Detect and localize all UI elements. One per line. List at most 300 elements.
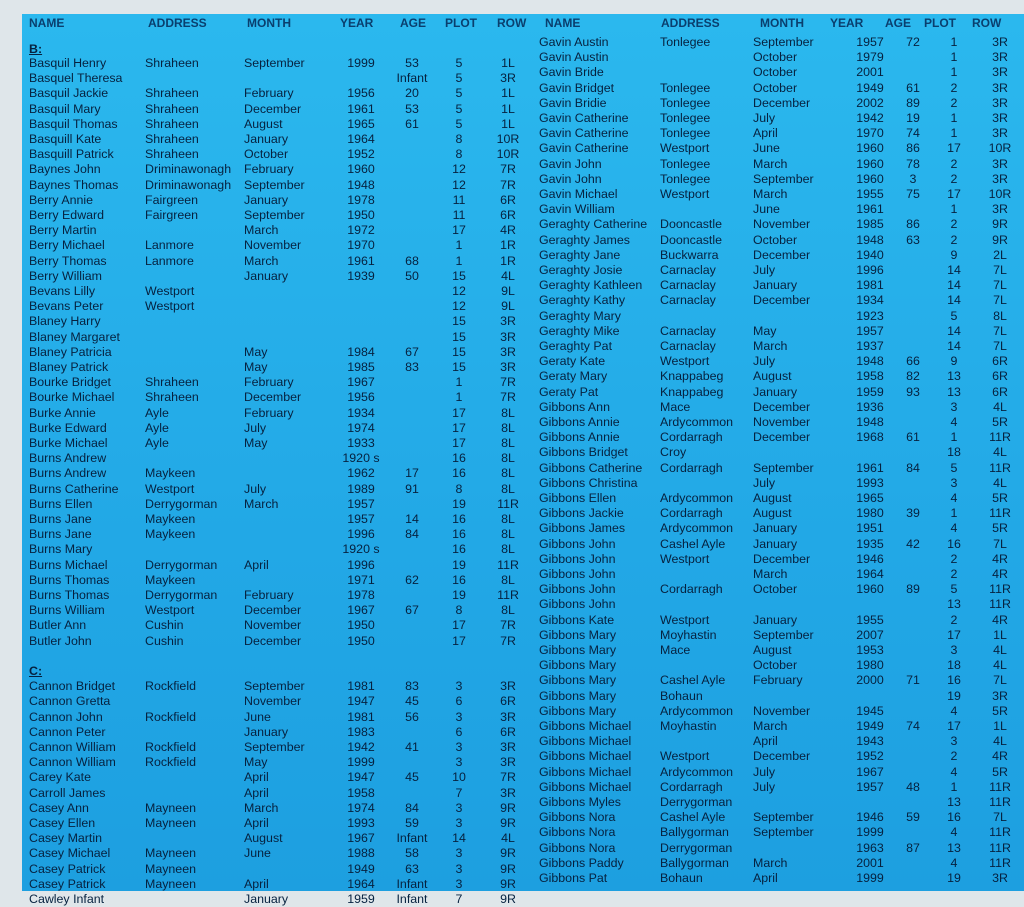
- right-cell-name: Gibbons Michael: [539, 734, 632, 749]
- left-table-row: [22, 877, 535, 892]
- right-cell-row: 11R: [989, 430, 1011, 445]
- right-cell-year: 1980: [856, 658, 884, 673]
- right-cell-address: Cordarragh: [660, 430, 723, 445]
- right-cell-address: Dooncastle: [660, 232, 722, 247]
- right-cell-address: Cashel Ayle: [660, 810, 726, 825]
- left-cell-name: Blaney Harry: [29, 314, 101, 329]
- left-cell-name: Butler Ann: [29, 618, 87, 633]
- right-cell-year: 1955: [856, 187, 884, 201]
- left-cell-name: Burns Thomas: [29, 572, 110, 587]
- left-cell-year: 1961: [347, 253, 375, 268]
- right-cell-row: 9R: [992, 217, 1008, 232]
- right-cell-row: 3R: [992, 171, 1008, 186]
- right-cell-age: 74: [906, 126, 920, 141]
- left-cell-plot: 19: [452, 588, 466, 602]
- left-cell-year: 1947: [347, 770, 375, 785]
- left-table-row: [22, 375, 535, 390]
- right-cell-plot: 5: [950, 582, 958, 597]
- right-cell-address: Knappabeg: [660, 369, 724, 384]
- right-cell-name: Gibbons Kate: [539, 612, 615, 627]
- right-cell-month: November: [753, 415, 811, 429]
- left-cell-name: Burns Michael: [29, 557, 108, 572]
- left-table-row: [22, 892, 535, 907]
- right-cell-name: Gibbons Nora: [539, 810, 616, 825]
- right-cell-month: March: [753, 339, 788, 353]
- right-cell-plot: 4: [950, 855, 958, 870]
- left-cell-row: 3R: [500, 679, 516, 694]
- left-cell-plot: 1: [455, 390, 463, 405]
- right-table-row: [535, 172, 1024, 187]
- left-table-row: [22, 71, 535, 86]
- right-cell-address: Carnaclay: [660, 278, 716, 293]
- left-cell-month: January: [244, 268, 289, 283]
- right-cell-plot: 9: [950, 354, 958, 369]
- left-cell-name: Burns Jane: [29, 512, 92, 526]
- right-cell-name: Gibbons Mary: [539, 658, 617, 673]
- right-cell-year: 1957: [856, 779, 884, 794]
- right-cell-name: Gibbons John: [539, 536, 616, 551]
- right-cell-row: 7L: [993, 536, 1007, 551]
- right-cell-month: October: [753, 50, 798, 65]
- right-cell-address: Tonlegee: [660, 95, 711, 110]
- right-cell-name: Gavin Bride: [539, 65, 604, 80]
- right-cell-year: 1999: [856, 825, 884, 840]
- right-cell-month: January: [753, 612, 798, 627]
- left-cell-address: Cushin: [145, 633, 184, 648]
- right-cell-month: September: [753, 460, 814, 475]
- left-cell-row: 9R: [500, 800, 516, 815]
- right-table-row: [535, 749, 1024, 764]
- right-cell-month: March: [753, 719, 788, 733]
- right-cell-year: 1993: [856, 475, 884, 490]
- left-cell-name: Basquill Kate: [29, 132, 102, 146]
- left-cell-plot: 5: [455, 71, 463, 86]
- right-cell-name: Gibbons John: [539, 567, 616, 581]
- right-cell-month: June: [753, 202, 780, 217]
- left-table-row: [22, 86, 535, 101]
- right-cell-year: 1946: [856, 810, 884, 825]
- left-cell-plot: 19: [452, 557, 466, 572]
- left-cell-month: January: [244, 192, 289, 207]
- left-table-row: [22, 360, 535, 375]
- right-cell-plot: 13: [947, 369, 961, 384]
- right-table-row: [535, 430, 1024, 445]
- left-cell-plot: 3: [455, 861, 463, 876]
- left-cell-row: 3R: [500, 314, 516, 329]
- left-cell-year: 1985: [347, 360, 375, 374]
- left-table-row: [22, 649, 535, 664]
- right-cell-address: Cashel Ayle: [660, 536, 726, 551]
- left-cell-year: 1949: [347, 861, 375, 876]
- right-cell-address: Moyhastin: [660, 627, 717, 642]
- right-cell-month: December: [753, 551, 811, 566]
- left-cell-name: Cannon William: [29, 740, 116, 754]
- left-table-row: [22, 117, 535, 132]
- right-cell-row: 4R: [992, 567, 1008, 581]
- left-table-row: [22, 193, 535, 208]
- right-cell-year: 1940: [856, 247, 884, 262]
- left-cell-address: Mayneen: [145, 816, 196, 830]
- right-cell-year: 1965: [856, 491, 884, 505]
- right-cell-row: 11R: [989, 840, 1011, 855]
- left-cell-plot: 1: [455, 375, 463, 390]
- right-cell-address: Cashel Ayle: [660, 673, 726, 688]
- right-header-name: NAME: [545, 16, 581, 30]
- right-cell-year: 1967: [856, 764, 884, 779]
- left-cell-address: Shraheen: [145, 147, 199, 162]
- right-table-row: [535, 597, 1024, 612]
- left-cell-name: Casey Patrick: [29, 861, 106, 876]
- left-cell-row: 1R: [500, 253, 516, 268]
- left-cell-plot: 12: [452, 162, 466, 177]
- left-cell-address: Ayle: [145, 420, 169, 435]
- left-cell-row: 3R: [500, 329, 516, 344]
- right-table-row: [535, 385, 1024, 400]
- left-cell-year: 1952: [347, 147, 375, 162]
- right-cell-name: Gavin John: [539, 156, 602, 171]
- right-table-row: [535, 35, 1024, 50]
- right-table-row: [535, 461, 1024, 476]
- right-cell-month: October: [753, 232, 798, 247]
- right-cell-name: Gibbons Ellen: [539, 491, 617, 505]
- left-cell-row: 4R: [500, 223, 516, 238]
- right-cell-name: Gibbons Mary: [539, 703, 617, 718]
- left-cell-month: April: [244, 557, 269, 572]
- left-cell-row: 1L: [501, 86, 515, 101]
- right-cell-address: Ballygorman: [660, 855, 729, 870]
- right-cell-row: 11R: [989, 506, 1011, 521]
- left-table-row: [22, 314, 535, 329]
- right-cell-name: Gibbons Michael: [539, 764, 632, 779]
- right-cell-row: 4R: [992, 749, 1008, 764]
- right-cell-age: 74: [906, 719, 920, 733]
- left-cell-row: 8L: [501, 481, 515, 496]
- right-cell-row: 3R: [992, 65, 1008, 80]
- left-table-row: [22, 436, 535, 451]
- left-cell-row: 7R: [500, 633, 516, 648]
- left-cell-name: Berry Martin: [29, 223, 97, 238]
- right-cell-address: Ardycommon: [660, 703, 733, 718]
- left-cell-month: March: [244, 800, 279, 815]
- left-cell-row: 8L: [501, 603, 515, 618]
- right-cell-address: Knappabeg: [660, 384, 724, 399]
- left-cell-month: February: [244, 86, 294, 101]
- left-table-row: [22, 588, 535, 603]
- right-cell-plot: 5: [950, 460, 958, 475]
- right-cell-month: December: [753, 293, 811, 308]
- left-cell-address: Rockfield: [145, 740, 196, 754]
- left-cell-month: May: [244, 360, 268, 374]
- right-cell-plot: 1: [950, 126, 958, 141]
- right-cell-age: 75: [906, 187, 920, 201]
- left-cell-row: 6R: [500, 694, 516, 709]
- left-cell-plot: 17: [452, 223, 466, 238]
- right-cell-name: Gibbons Paddy: [539, 855, 624, 870]
- right-cell-year: 1948: [856, 415, 884, 429]
- right-table-row: [535, 673, 1024, 688]
- right-cell-month: October: [753, 65, 798, 80]
- left-cell-address: Driminawonagh: [145, 177, 232, 192]
- left-cell-year: 1965: [347, 116, 375, 131]
- left-cell-month: September: [244, 679, 305, 694]
- left-table-row: [22, 512, 535, 527]
- left-cell-name: Burns Catherine: [29, 481, 119, 496]
- right-cell-address: Westport: [660, 354, 710, 369]
- left-cell-name: Burns William: [29, 603, 105, 618]
- left-cell-name: Burns Thomas: [29, 588, 110, 602]
- right-cell-age: 82: [906, 369, 920, 384]
- left-cell-name: Burns Jane: [29, 527, 92, 542]
- right-cell-plot: 2: [950, 612, 958, 627]
- right-cell-month: August: [753, 491, 792, 505]
- left-cell-year: 1950: [347, 633, 375, 648]
- left-cell-plot: 15: [452, 344, 466, 359]
- right-table-row: [535, 233, 1024, 248]
- right-cell-age: 72: [906, 35, 920, 49]
- left-cell-month: November: [244, 238, 302, 253]
- right-cell-age: 87: [906, 840, 920, 855]
- left-header-plot: PLOT: [445, 16, 477, 30]
- left-cell-name: Cannon William: [29, 755, 116, 770]
- left-cell-age: 63: [405, 861, 419, 876]
- right-cell-age: 93: [906, 384, 920, 399]
- right-cell-row: 4R: [992, 551, 1008, 566]
- right-cell-address: Mace: [660, 399, 691, 414]
- left-cell-age: 14: [405, 512, 419, 526]
- right-table-row: [535, 50, 1024, 65]
- right-table-row: [535, 506, 1024, 521]
- left-table-row: [22, 102, 535, 117]
- left-cell-plot: 5: [455, 86, 463, 101]
- left-cell-row: 3R: [500, 360, 516, 374]
- left-table-row: [22, 694, 535, 709]
- right-cell-month: July: [753, 263, 776, 277]
- right-cell-age: 86: [906, 217, 920, 232]
- right-cell-year: 1946: [856, 551, 884, 566]
- left-cell-plot: 16: [452, 572, 466, 587]
- right-cell-year: 1959: [856, 384, 884, 399]
- left-cell-name: Basquil Mary: [29, 101, 101, 116]
- left-cell-age: Infant: [396, 892, 428, 906]
- right-cell-month: March: [753, 855, 788, 870]
- left-cell-age: 61: [405, 116, 419, 131]
- left-header-age: AGE: [400, 16, 427, 30]
- left-cell-name: Berry Edward: [29, 208, 105, 222]
- left-cell-age: 53: [405, 101, 419, 116]
- left-cell-row: 8L: [501, 436, 515, 450]
- left-cell-year: 1947: [347, 694, 375, 709]
- right-cell-name: Gibbons Nora: [539, 825, 616, 840]
- right-cell-year: 1943: [856, 734, 884, 749]
- left-cell-plot: 3: [455, 816, 463, 830]
- left-table-row: [22, 147, 535, 162]
- right-cell-plot: 2: [950, 567, 958, 581]
- left-cell-row: 9L: [501, 299, 515, 314]
- right-table-row: [535, 780, 1024, 795]
- left-cell-row: 11R: [497, 588, 519, 602]
- right-cell-year: 1981: [856, 278, 884, 293]
- right-cell-address: Mace: [660, 643, 691, 657]
- right-cell-row: 3R: [992, 126, 1008, 141]
- left-cell-year: 1958: [347, 785, 375, 800]
- right-cell-plot: 18: [947, 658, 961, 673]
- right-cell-plot: 3: [950, 399, 958, 414]
- left-table-row: [22, 390, 535, 405]
- right-cell-age: 78: [906, 156, 920, 171]
- right-cell-year: 1951: [856, 521, 884, 536]
- left-cell-address: Shraheen: [145, 101, 199, 116]
- right-table-row: [535, 841, 1024, 856]
- right-table-row: [535, 521, 1024, 536]
- right-cell-year: 1949: [856, 719, 884, 733]
- left-cell-age: 50: [405, 268, 419, 283]
- left-cell-plot: 11: [452, 208, 466, 222]
- right-cell-month: September: [753, 825, 814, 840]
- left-cell-year: 1981: [347, 709, 375, 724]
- left-cell-name: Bevans Lilly: [29, 284, 96, 298]
- left-cell-row: 3R: [500, 785, 516, 800]
- left-cell-month: May: [244, 755, 268, 770]
- left-cell-year: 1983: [347, 724, 375, 739]
- left-cell-plot: 3: [455, 740, 463, 754]
- right-cell-name: Geraty Mary: [539, 369, 608, 384]
- right-cell-name: Gibbons John: [539, 582, 616, 597]
- right-cell-year: 1937: [856, 339, 884, 353]
- left-table-row: [22, 740, 535, 755]
- right-cell-age: 39: [906, 506, 920, 521]
- right-cell-name: Gavin John: [539, 171, 602, 186]
- left-cell-address: Maykeen: [145, 527, 196, 542]
- left-cell-month: September: [244, 56, 305, 70]
- right-table-row: [535, 369, 1024, 384]
- left-cell-name: Berry Michael: [29, 238, 105, 253]
- left-cell-month: August: [244, 116, 283, 131]
- right-cell-address: Tonlegee: [660, 35, 711, 49]
- left-cell-year: 1967: [347, 375, 375, 390]
- right-cell-name: Gavin Bridget: [539, 80, 615, 95]
- right-cell-row: 5R: [992, 491, 1008, 505]
- left-cell-month: November: [244, 618, 302, 633]
- right-cell-year: 1945: [856, 703, 884, 718]
- left-cell-plot: 17: [452, 420, 466, 435]
- right-cell-year: 1936: [856, 399, 884, 414]
- left-cell-row: 10R: [496, 147, 520, 162]
- right-cell-row: 5R: [992, 415, 1008, 429]
- left-table-row: [22, 269, 535, 284]
- left-cell-plot: 17: [452, 618, 466, 633]
- right-cell-name: Gibbons Mary: [539, 688, 617, 703]
- left-cell-plot: 14: [452, 831, 466, 846]
- left-cell-address: Westport: [145, 299, 195, 314]
- left-cell-age: 67: [405, 344, 419, 359]
- left-cell-month: March: [244, 496, 279, 511]
- left-cell-row: 9R: [500, 861, 516, 876]
- left-table-row: [22, 162, 535, 177]
- left-cell-plot: 16: [452, 527, 466, 542]
- right-table-row: [535, 81, 1024, 96]
- right-cell-plot: 14: [947, 339, 961, 353]
- left-cell-name: Burke Edward: [29, 420, 107, 435]
- right-table-row: [535, 643, 1024, 658]
- right-cell-plot: 17: [947, 627, 961, 642]
- left-table-row: [22, 679, 535, 694]
- right-cell-name: Gavin Catherine: [539, 111, 629, 125]
- left-header-month: MONTH: [247, 16, 291, 30]
- right-header-address: ADDRESS: [661, 16, 720, 30]
- left-cell-address: Fairgreen: [145, 192, 199, 207]
- left-cell-name: Basquil Jackie: [29, 86, 109, 101]
- right-cell-plot: 4: [950, 825, 958, 840]
- right-cell-plot: 1: [950, 35, 958, 49]
- right-cell-plot: 4: [950, 491, 958, 505]
- left-table-row: [22, 330, 535, 345]
- right-cell-address: Carnaclay: [660, 339, 716, 353]
- left-cell-address: Shraheen: [145, 86, 199, 101]
- right-table-row: [535, 400, 1024, 415]
- right-cell-year: 1960: [856, 171, 884, 186]
- left-cell-plot: 6: [455, 724, 463, 739]
- left-cell-year: 1999: [347, 755, 375, 770]
- left-cell-address: Shraheen: [145, 116, 199, 131]
- left-table-row: [22, 725, 535, 740]
- left-cell-row: 3R: [500, 71, 516, 86]
- left-cell-address: Rockfield: [145, 755, 196, 770]
- left-cell-month: September: [244, 208, 305, 222]
- left-cell-plot: 7: [455, 785, 463, 800]
- left-cell-plot: 15: [452, 360, 466, 374]
- right-cell-plot: 13: [947, 384, 961, 399]
- right-cell-name: Gavin Austin: [539, 50, 609, 65]
- left-cell-year: 1964: [347, 132, 375, 146]
- right-table-row: [535, 628, 1024, 643]
- left-cell-address: Maykeen: [145, 572, 196, 587]
- left-cell-month: May: [244, 436, 268, 450]
- right-cell-row: 11R: [989, 582, 1011, 597]
- left-header-year: YEAR: [340, 16, 374, 30]
- right-cell-row: 7L: [993, 278, 1007, 293]
- left-cell-month: June: [244, 709, 271, 724]
- left-cell-row: 8L: [501, 512, 515, 526]
- right-cell-month: December: [753, 749, 811, 764]
- left-cell-row: 9R: [500, 892, 516, 906]
- left-table-row: [22, 618, 535, 633]
- left-cell-address: Derrygorman: [145, 557, 218, 572]
- right-cell-plot: 1: [950, 779, 958, 794]
- left-cell-month: December: [244, 101, 302, 116]
- right-cell-month: August: [753, 643, 792, 657]
- right-cell-row: 2L: [993, 247, 1007, 262]
- left-table-row: [22, 451, 535, 466]
- left-cell-address: Mayneen: [145, 800, 196, 815]
- left-cell-row: 11R: [497, 496, 519, 511]
- right-cell-name: Gibbons James: [539, 521, 626, 536]
- left-header-address: ADDRESS: [148, 16, 207, 30]
- right-cell-year: 1964: [856, 567, 884, 581]
- right-cell-plot: 1: [950, 65, 958, 80]
- left-cell-address: Maykeen: [145, 512, 196, 526]
- right-cell-plot: 3: [950, 475, 958, 490]
- right-cell-plot: 9: [950, 247, 958, 262]
- right-cell-year: 1958: [856, 369, 884, 384]
- right-cell-age: 66: [906, 354, 920, 369]
- left-cell-plot: 5: [455, 56, 463, 70]
- right-table-row: [535, 309, 1024, 324]
- right-cell-plot: 17: [947, 187, 961, 201]
- left-table-row: [22, 466, 535, 481]
- right-cell-month: March: [753, 187, 788, 201]
- left-cell-name: Basquil Thomas: [29, 116, 118, 131]
- right-cell-row: 7L: [993, 323, 1007, 338]
